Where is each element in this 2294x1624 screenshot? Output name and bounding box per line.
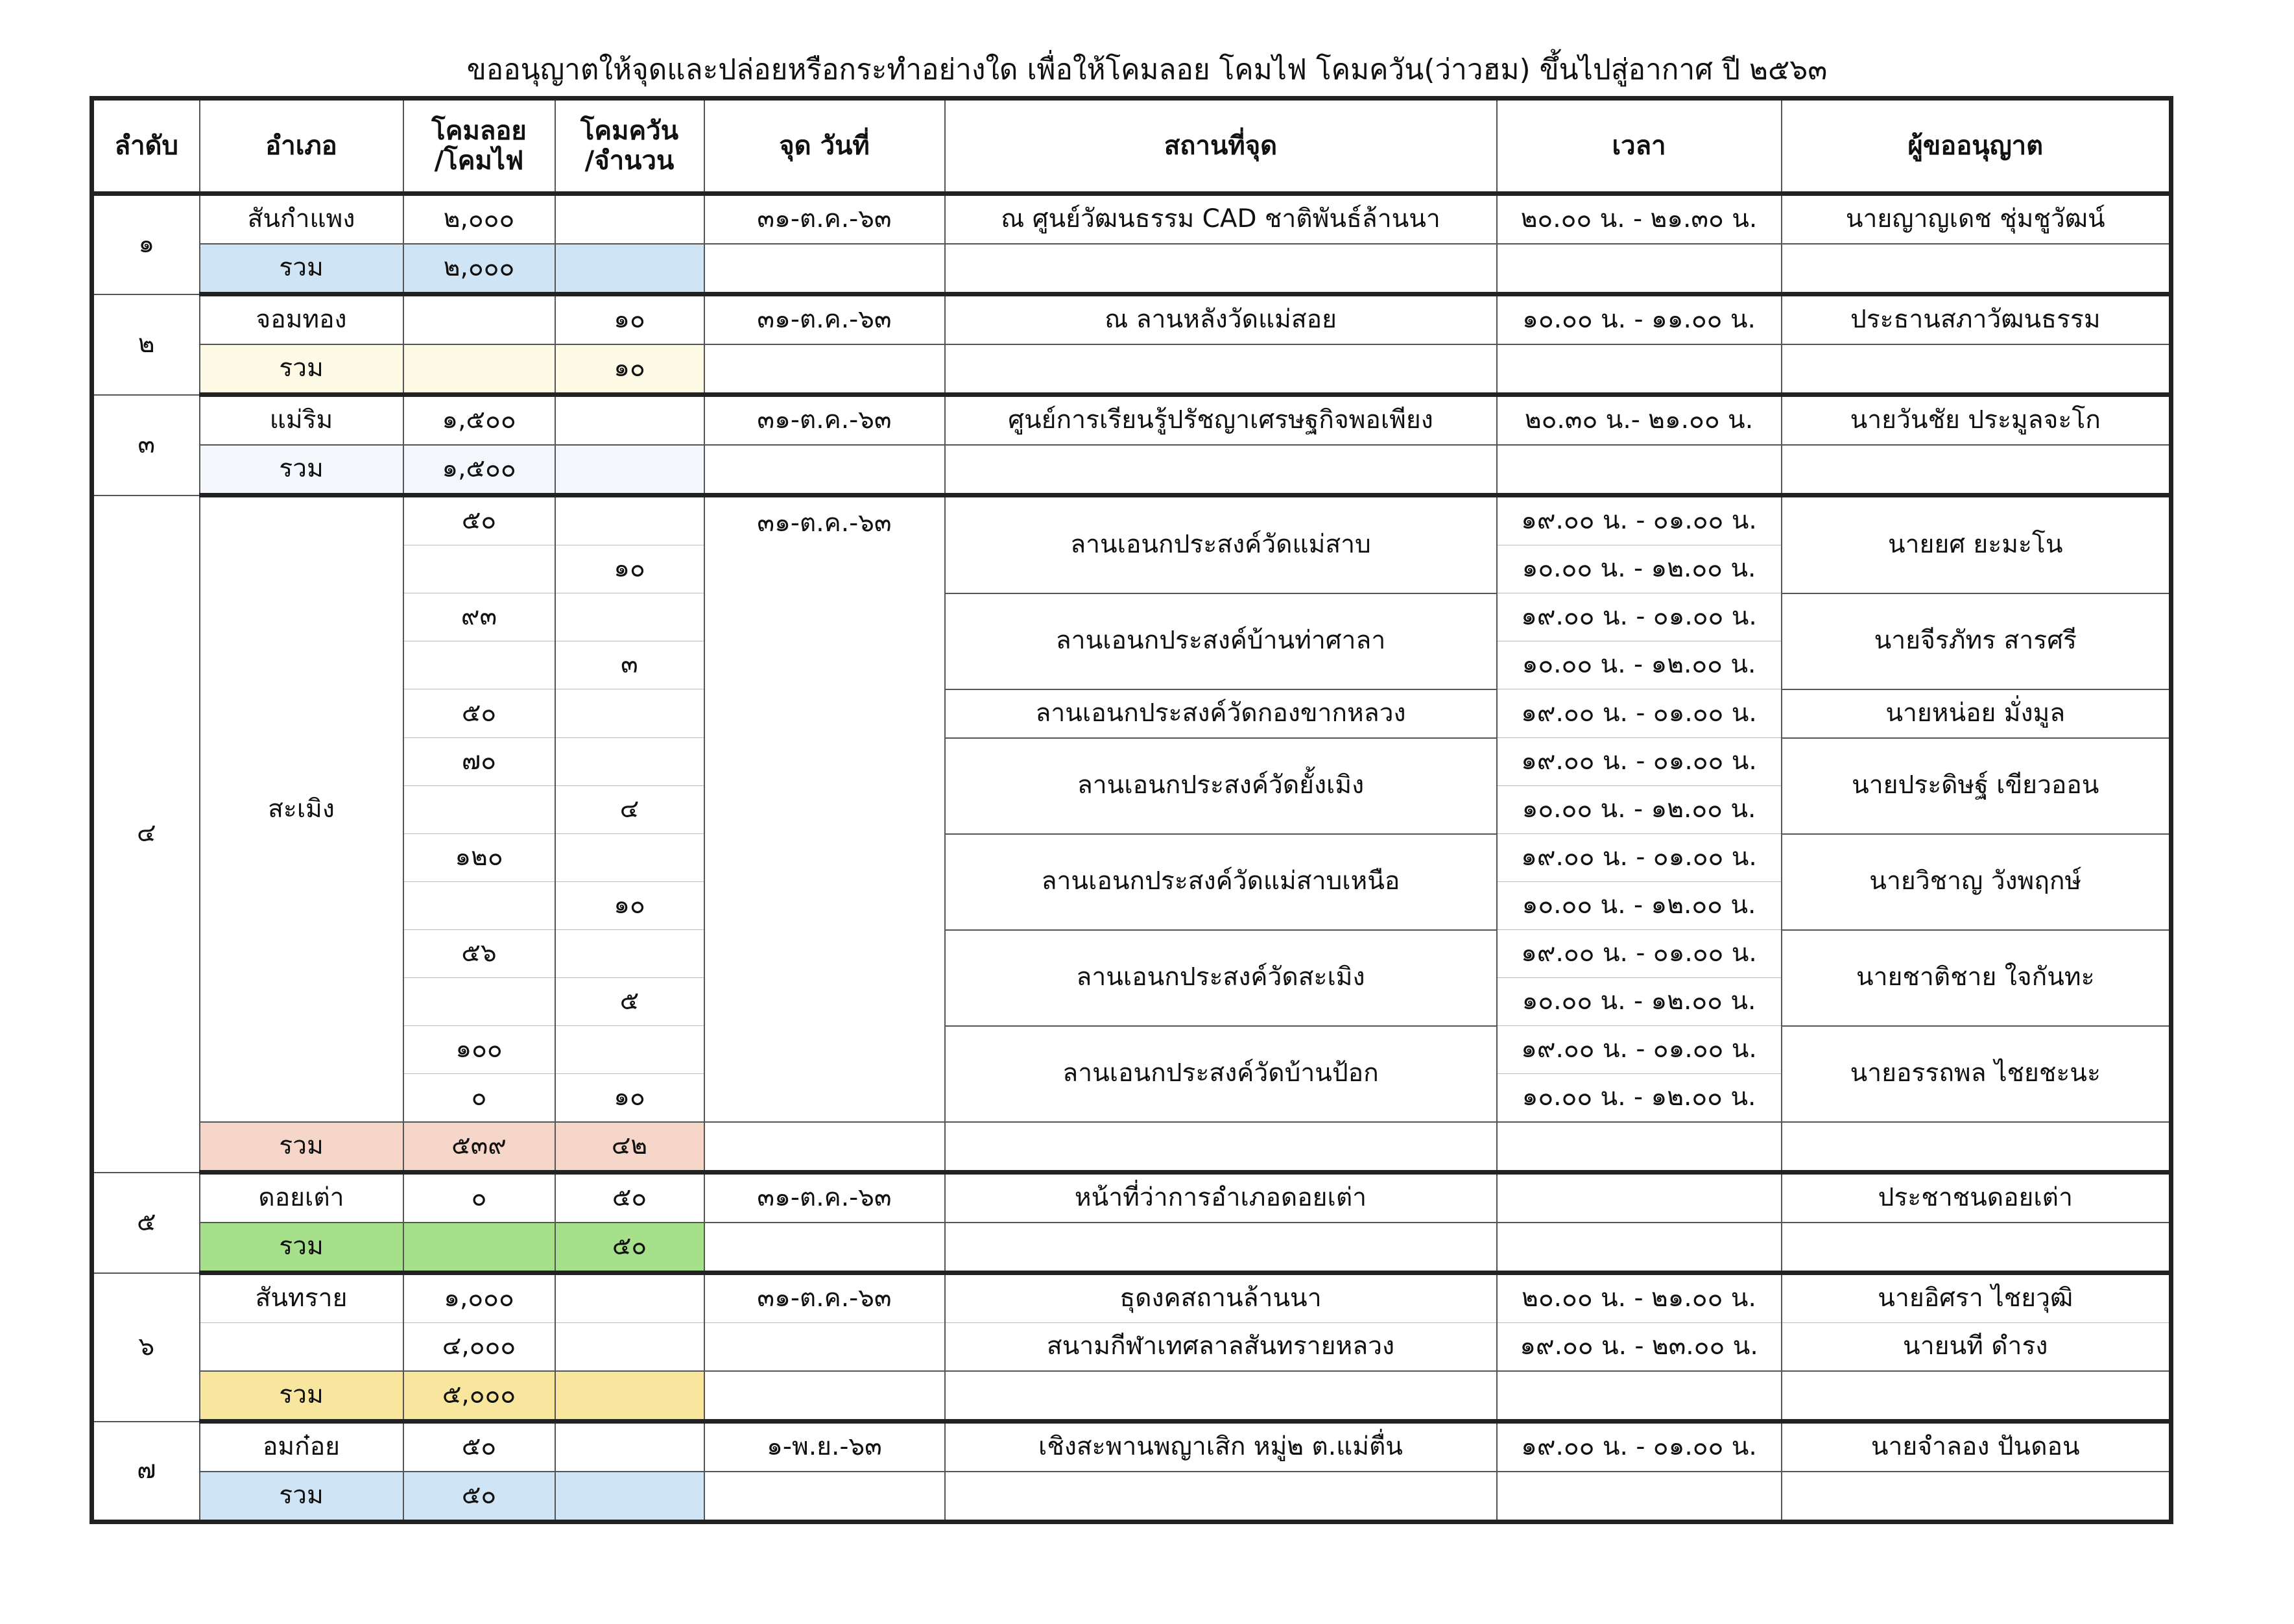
smoke-cell: ๑๐ [555,1074,704,1123]
smoke-cell: ๓ [555,641,704,689]
header-lantern: โคมลอย /โคมไฟ [403,99,555,194]
lantern-cell: ๑๐๐ [403,1026,555,1074]
table-row [92,738,2171,786]
lantern-cell [403,882,555,930]
sum-row [92,445,2171,496]
sum-label: รวม [200,1472,403,1522]
table-row [92,1026,2171,1074]
lantern-cell: ๕๐ [403,1422,555,1472]
lantern-cell [403,641,555,689]
applicant-cell: ประชาชนดอยเต่า [1782,1173,2171,1223]
smoke-cell [555,1422,704,1472]
place-cell: ลานเอนกประสงค์วัดแม่สาบเหนือ [945,834,1497,930]
smoke-cell [555,1026,704,1074]
smoke-cell: ๕ [555,978,704,1026]
empty-cell [704,1223,945,1273]
place-cell: สนามกีฬาเทศลาลสันทรายหลวง [945,1323,1497,1372]
smoke-cell [555,496,704,545]
time-cell: ๑๙.๐๐ น. - ๐๑.๐๐ น. [1497,834,1782,882]
header-district: อำเภอ [200,99,403,194]
sum-row [92,1223,2171,1273]
header-applicant: ผู้ขออนุญาต [1782,99,2171,194]
smoke-cell: ๑๐ [555,882,704,930]
place-cell: หน้าที่ว่าการอำเภอดอยเต่า [945,1173,1497,1223]
sum-smoke: ๕๐ [555,1223,704,1273]
sum-smoke: ๑๐ [555,344,704,395]
empty-cell [1782,1223,2171,1273]
smoke-cell [555,738,704,786]
time-cell: ๑๙.๐๐ น. - ๐๑.๐๐ น. [1497,1026,1782,1074]
empty-cell [1497,344,1782,395]
applicant-cell: ประธานสภาวัฒนธรรม [1782,294,2171,345]
smoke-cell [555,194,704,245]
sum-lantern: ๕,๐๐๐ [403,1371,555,1422]
district-cell: สันกำแพง [200,194,403,245]
header-row [92,99,2171,194]
empty-cell [945,1122,1497,1173]
lantern-cell: ๕๐ [403,496,555,545]
applicant-cell: นายจำลอง ปันดอน [1782,1422,2171,1472]
applicant-cell: นายหน่อย มั่งมูล [1782,689,2171,738]
district-cell: ดอยเต่า [200,1173,403,1223]
date-cell: ๑-พ.ย.-๖๓ [704,1422,945,1472]
place-cell: ลานเอนกประสงค์วัดแม่สาบ [945,496,1497,593]
empty-cell [1497,1122,1782,1173]
smoke-cell: ๑๐ [555,294,704,345]
empty-cell [1782,244,2171,294]
district-cell: แม่ริม [200,395,403,446]
seq-cell: ๓ [92,395,200,496]
place-cell: ลานเอนกประสงค์วัดยั้งเมิง [945,738,1497,834]
sum-smoke: ๔๒ [555,1122,704,1173]
sum-label: รวม [200,1223,403,1273]
place-cell: ณ ศูนย์วัฒนธรรม CAD ชาติพันธ์ล้านนา [945,194,1497,245]
header-time: เวลา [1497,99,1782,194]
table-row [92,395,2171,446]
sum-label: รวม [200,1371,403,1422]
empty-cell [704,1371,945,1422]
empty-cell [704,344,945,395]
lantern-cell [403,786,555,834]
table-row [92,1173,2171,1223]
lantern-cell: ๙๓ [403,593,555,641]
date-cell: ๓๑-ต.ค.-๖๓ [704,496,945,1123]
sum-lantern: ๕๓๙ [403,1122,555,1173]
time-cell: ๑๐.๐๐ น. - ๑๑.๐๐ น. [1497,294,1782,345]
table-row [92,689,2171,738]
empty-cell [1497,1472,1782,1522]
applicant-cell: นายวันชัย ประมูลจะโก [1782,395,2171,446]
header-date: จุด วันที่ [704,99,945,194]
empty-cell [1782,445,2171,496]
sum-lantern: ๑,๕๐๐ [403,445,555,496]
seq-cell: ๗ [92,1422,200,1522]
lantern-cell: ๔,๐๐๐ [403,1323,555,1372]
lantern-cell: ๑๒๐ [403,834,555,882]
district-cell: อมก๋อย [200,1422,403,1472]
date-cell: ๓๑-ต.ค.-๖๓ [704,294,945,345]
table-row [92,593,2171,641]
smoke-cell [555,930,704,978]
date-cell: ๓๑-ต.ค.-๖๓ [704,194,945,245]
seq-cell: ๔ [92,496,200,1173]
sum-row [92,1371,2171,1422]
table-row [92,496,2171,545]
table-row [92,294,2171,345]
empty-cell [945,1472,1497,1522]
smoke-cell [555,689,704,738]
sum-row [92,1472,2171,1522]
empty-cell [704,445,945,496]
lantern-cell: ๑,๐๐๐ [403,1273,555,1323]
empty-cell [1497,1371,1782,1422]
sum-label: รวม [200,445,403,496]
time-cell: ๑๙.๐๐ น. - ๐๑.๐๐ น. [1497,930,1782,978]
table-row [92,194,2171,245]
place-cell: ธุดงคสถานล้านนา [945,1273,1497,1323]
time-cell [1497,1173,1782,1223]
sum-label: รวม [200,1122,403,1173]
time-cell: ๑๐.๐๐ น. - ๑๒.๐๐ น. [1497,882,1782,930]
time-cell: ๑๐.๐๐ น. - ๑๒.๐๐ น. [1497,641,1782,689]
time-cell: ๒๐.๓๐ น.- ๒๑.๐๐ น. [1497,395,1782,446]
sum-smoke [555,1371,704,1422]
time-cell: ๑๙.๐๐ น. - ๐๑.๐๐ น. [1497,593,1782,641]
applicant-cell: นายนที ดำรง [1782,1323,2171,1372]
place-cell: เชิงสะพานพญาเสิก หมู่๒ ต.แม่ตื่น [945,1422,1497,1472]
lantern-cell: ๐ [403,1173,555,1223]
lantern-cell: ๗๐ [403,738,555,786]
sum-row [92,344,2171,395]
applicant-cell: นายอิศรา ไชยวุฒิ [1782,1273,2171,1323]
sum-smoke [555,445,704,496]
empty-cell [1782,1122,2171,1173]
empty-cell [1782,1371,2171,1422]
empty-cell [704,244,945,294]
sum-lantern [403,344,555,395]
applicant-cell: นายจีรภัทร สารศรี [1782,593,2171,689]
empty-cell [945,244,1497,294]
district-cell: สะเมิง [200,496,403,1123]
empty-cell [1497,244,1782,294]
sum-row [92,1122,2171,1173]
sum-lantern [403,1223,555,1273]
applicant-cell: นายยศ ยะมะโน [1782,496,2171,593]
time-cell: ๑๙.๐๐ น. - ๐๑.๐๐ น. [1497,689,1782,738]
date-cell: ๓๑-ต.ค.-๖๓ [704,395,945,446]
smoke-cell [555,1273,704,1323]
time-cell: ๑๙.๐๐ น. - ๐๑.๐๐ น. [1497,738,1782,786]
header-smoke: โคมควัน /จำนวน [555,99,704,194]
time-cell: ๑๐.๐๐ น. - ๑๒.๐๐ น. [1497,786,1782,834]
place-cell: ลานเอนกประสงค์วัดสะเมิง [945,930,1497,1026]
sum-lantern: ๒,๐๐๐ [403,244,555,294]
lantern-cell [403,545,555,593]
district-cell: จอมทอง [200,294,403,345]
sum-label: รวม [200,244,403,294]
empty-cell [1497,445,1782,496]
seq-cell: ๑ [92,194,200,294]
applicant-cell: นายวิชาญ วังพฤกษ์ [1782,834,2171,930]
smoke-cell [555,1323,704,1372]
lantern-cell: ๒,๐๐๐ [403,194,555,245]
lantern-cell [403,294,555,345]
empty-cell [1782,344,2171,395]
lantern-cell [403,978,555,1026]
time-cell: ๑๐.๐๐ น. - ๑๒.๐๐ น. [1497,1074,1782,1123]
empty-cell [704,1472,945,1522]
applicant-cell: นายประดิษฐ์ เขียวออน [1782,738,2171,834]
smoke-cell: ๑๐ [555,545,704,593]
lantern-cell: ๐ [403,1074,555,1123]
applicant-cell: นายญาญเดช ชุ่มชูวัฒน์ [1782,194,2171,245]
empty-cell [945,344,1497,395]
empty-cell [1782,1472,2171,1522]
lantern-cell: ๕๐ [403,689,555,738]
table-row [92,1273,2171,1323]
empty-cell [704,1122,945,1173]
time-cell: ๑๐.๐๐ น. - ๑๒.๐๐ น. [1497,545,1782,593]
date-cell [704,1323,945,1372]
time-cell: ๑๙.๐๐ น. - ๐๑.๐๐ น. [1497,1422,1782,1472]
date-cell: ๓๑-ต.ค.-๖๓ [704,1273,945,1323]
sum-row [92,244,2171,294]
smoke-cell [555,395,704,446]
time-cell: ๑๙.๐๐ น. - ๐๑.๐๐ น. [1497,496,1782,545]
date-cell: ๓๑-ต.ค.-๖๓ [704,1173,945,1223]
lantern-cell: ๑,๕๐๐ [403,395,555,446]
seq-cell: ๖ [92,1273,200,1422]
time-cell: ๒๐.๐๐ น. - ๒๑.๐๐ น. [1497,1273,1782,1323]
sum-smoke [555,1472,704,1522]
table-row [92,1323,2171,1372]
place-cell: ลานเอนกประสงค์วัดกองขากหลวง [945,689,1497,738]
sum-label: รวม [200,344,403,395]
table-row [92,834,2171,882]
table-row [92,1422,2171,1472]
place-cell: ศูนย์การเรียนรู้ปรัชญาเศรษฐกิจพอเพียง [945,395,1497,446]
table-row [92,930,2171,978]
time-cell: ๒๐.๐๐ น. - ๒๑.๓๐ น. [1497,194,1782,245]
sum-lantern: ๕๐ [403,1472,555,1522]
applicant-cell: นายชาติชาย ใจกันทะ [1782,930,2171,1026]
place-cell: ณ ลานหลังวัดแม่สอย [945,294,1497,345]
seq-cell: ๕ [92,1173,200,1273]
place-cell: ลานเอนกประสงค์บ้านท่าศาลา [945,593,1497,689]
smoke-cell: ๕๐ [555,1173,704,1223]
time-cell: ๑๐.๐๐ น. - ๑๒.๐๐ น. [1497,978,1782,1026]
permit-table [90,96,2173,1524]
smoke-cell [555,834,704,882]
lantern-cell: ๕๖ [403,930,555,978]
district-cell [200,1323,403,1372]
document-title: ขออนุญาตให้จุดและปล่อยหรือกระทำอย่างใด เพื่อให้โคมลอย โคมไฟ โคมควัน(ว่าวฮม) ขึ้นไปสู่อากาศ ปี ๒๕๖๓ [466,53,1828,86]
sum-smoke [555,244,704,294]
empty-cell [1497,1223,1782,1273]
empty-cell [945,445,1497,496]
empty-cell [945,1223,1497,1273]
header-place: สถานที่จุด [945,99,1497,194]
smoke-cell [555,593,704,641]
time-cell: ๑๙.๐๐ น. - ๒๓.๐๐ น. [1497,1323,1782,1372]
district-cell: สันทราย [200,1273,403,1323]
applicant-cell: นายอรรถพล ไชยชะนะ [1782,1026,2171,1123]
place-cell: ลานเอนกประสงค์วัดบ้านป้อก [945,1026,1497,1123]
smoke-cell: ๔ [555,786,704,834]
seq-cell: ๒ [92,294,200,395]
header-seq: ลำดับ [92,99,200,194]
empty-cell [945,1371,1497,1422]
